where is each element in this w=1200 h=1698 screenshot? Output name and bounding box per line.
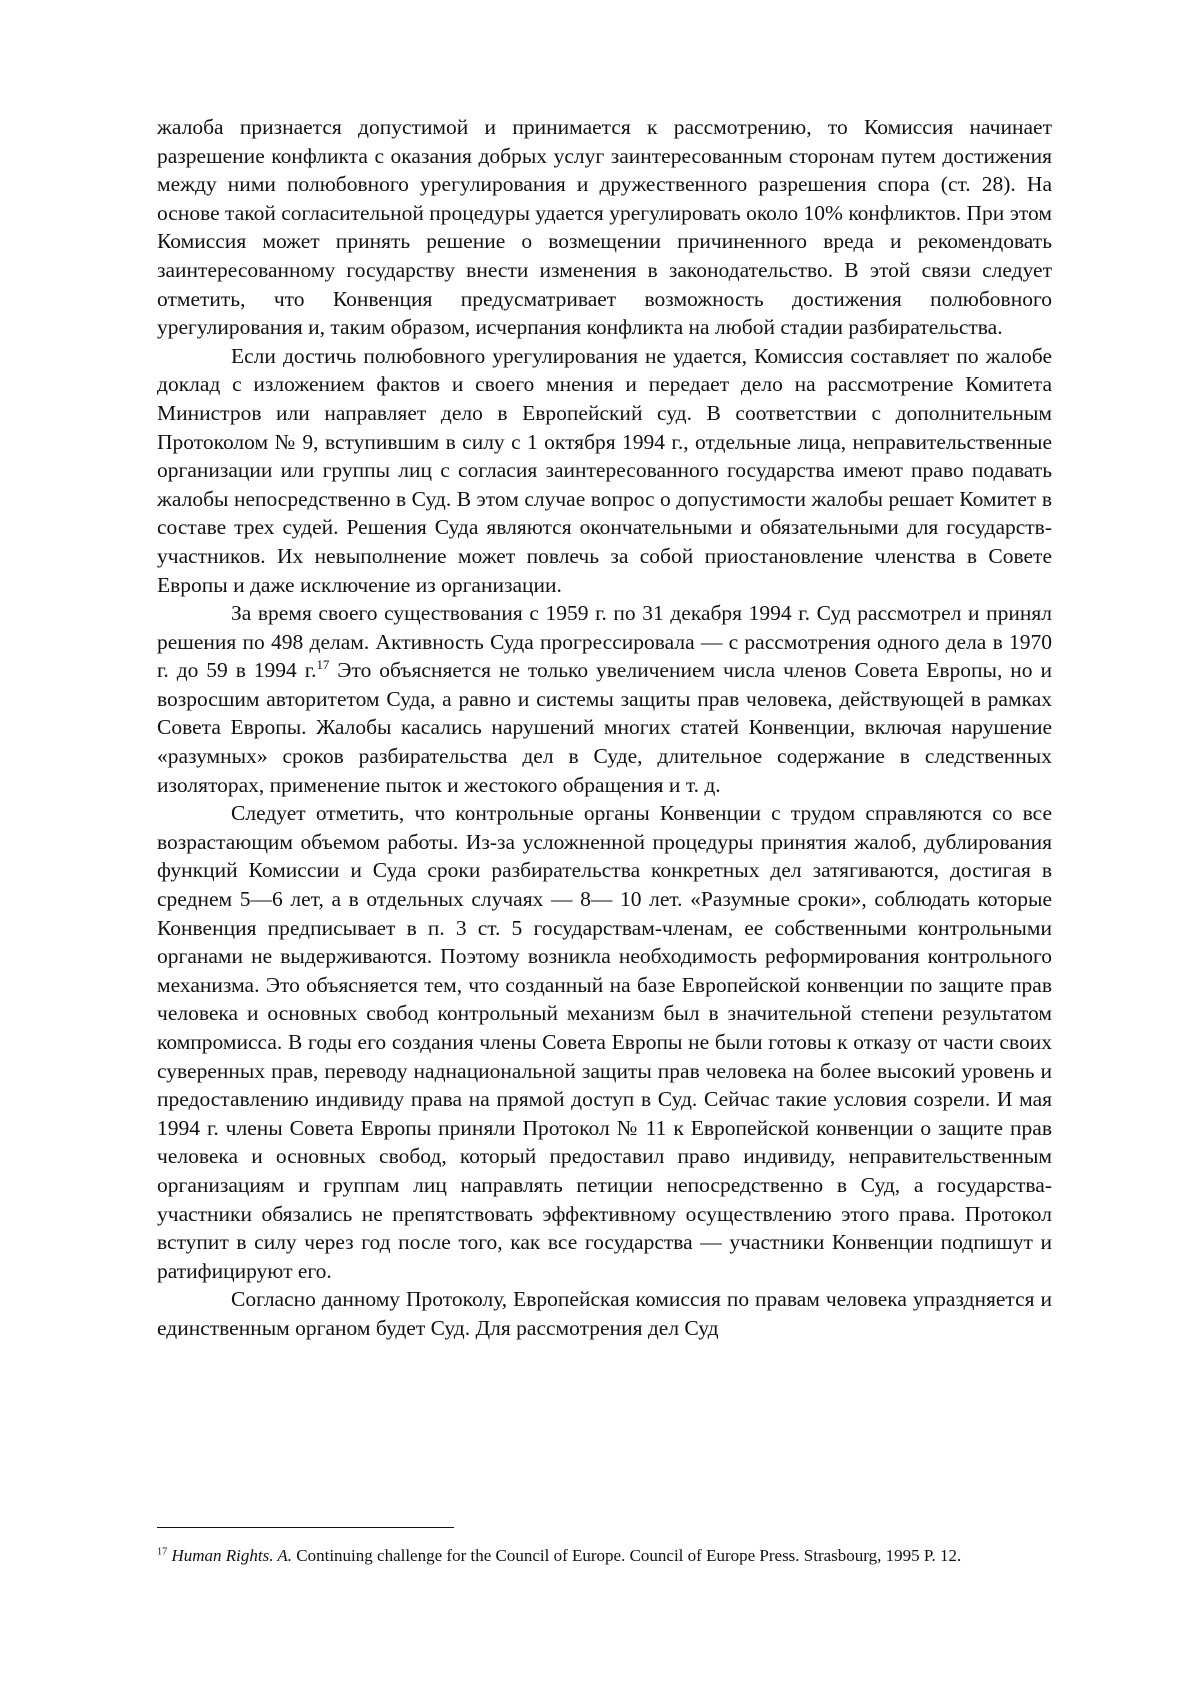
main-text bbox=[157, 113, 1052, 1343]
footnote-italic-title: Human Rights. A. bbox=[171, 1546, 293, 1565]
paragraph-4: Следует отметить, что контрольные органы Конвенции с трудом справляются со все возрастающим объемом работы. Из-за усложненной процедуры принятия жалоб, дублирования функций Комиссии и Суда сроки разбирательства конкретных дел затягиваются, достигая в среднем 5—6 лет, а в отдельных случаях — 8— 10 лет. «Разумные сроки», соблюдать которые Конвенция предписывает в п. 3 ст. 5 государствам-членам, ее собственными контрольными органами не выдерживаются. Поэтому возникла необходимость реформирования контрольного механизма. Это объясняется тем, что созданный на базе Европейской конвенции по защите прав человека и основных свобод контрольный механизм был в значительной степени результатом компромисса. В годы его создания члены Совета Европы не были готовы к отказу от части своих суверенных прав, переводу наднациональной защиты прав человека на более высокий уровень и предоставлению индивиду права на прямой доступ в Суд. Сейчас такие условия созрели. И мая 1994 г. члены Совета Европы приняли Протокол № 11 к Европейской конвенции о защите прав человека и основных свобод, который предоставил право индивиду, неправительственным организациям и группам лиц направлять петиции непосредственно в Суд, а государства-участники обязались не препятствовать эффективному осуществлению этого права. Протокол вступит в силу через год после того, как все государства — участники Конвенции подпишут и ратифицируют его. bbox=[157, 801, 1052, 1283]
paragraph-3 bbox=[157, 599, 1052, 799]
footnote-reference: 17 bbox=[316, 658, 330, 673]
paragraph-5: Согласно данному Протоколу, Европейская комиссия по правам человека упраздняется и единственным органом будет Суд. Для рассмотрения дел Суд bbox=[157, 1287, 1052, 1340]
footnote bbox=[157, 1545, 1052, 1567]
footnote-text: Continuing challenge for the Council of Europe. Council of Europe Press. Strasbourg, 1995 P. 12. bbox=[292, 1546, 962, 1565]
footnote-number: 17 bbox=[157, 1546, 168, 1558]
paragraph-3-text-a: За время своего существования с 1959 г. по 31 декабря 1994 г. Суд рассмотрел и принял решения по 498 делам. Активность Суда прогрессировала — с рассмотрения одного дела в 1970 г. до 59 в 1994 г. bbox=[157, 601, 1052, 683]
paragraph-3-text-b: Это объясняется не только увеличением числа членов Совета Европы, но и возросшим авторитетом Суда, а равно и системы защиты прав человека, действующей в рамках Совета Европы. Жалобы касались нарушений многих статей Конвенции, включая нарушение «разумных» сроков разбирательства дел в Суде, длительное содержание в следственных изоляторах, применение пыток и жестокого обращения и т. д. bbox=[157, 658, 1052, 797]
paragraph-2: Если достичь полюбовного урегулирования не удается, Комиссия составляет по жалобе доклад с изложением фактов и своего мнения и передает дело на рассмотрение Комитета Министров или направляет дело в Европейский суд. В соответствии с дополнительным Протоколом № 9, вступившим в силу с 1 октября 1994 г., отдельные лица, неправительственные организации или группы лиц с согласия заинтересованного государства имеют право подавать жалобы непосредственно в Суд. В этом случае вопрос о допустимости жалобы решает Комитет в составе трех судей. Решения Суда являются окончательными и обязательными для государств-участников. Их невыполнение может повлечь за собой приостановление членства в Совете Европы и даже исключение из организации. bbox=[157, 343, 1052, 597]
footnote-divider bbox=[157, 1527, 454, 1528]
paragraph-1: жалоба признается допустимой и принимается к рассмотрению, то Комиссия начинает разрешение конфликта с оказания добрых услуг заинтересованным сторонам путем достижения между ними полюбовного урегулирования и дружественного разрешения спора (ст. 28). На основе такой согласительной процедуры удается урегулировать около 10% конфликтов. При этом Комиссия может принять решение о возмещении причиненного вреда и рекомендовать заинтересованному государству внести изменения в законодательство. В этой связи следует отметить, что Конвенция предусматривает возможность достижения полюбовного урегулирования и, таким образом, исчерпания конфликта на любой стадии разбирательства. bbox=[157, 115, 1052, 340]
